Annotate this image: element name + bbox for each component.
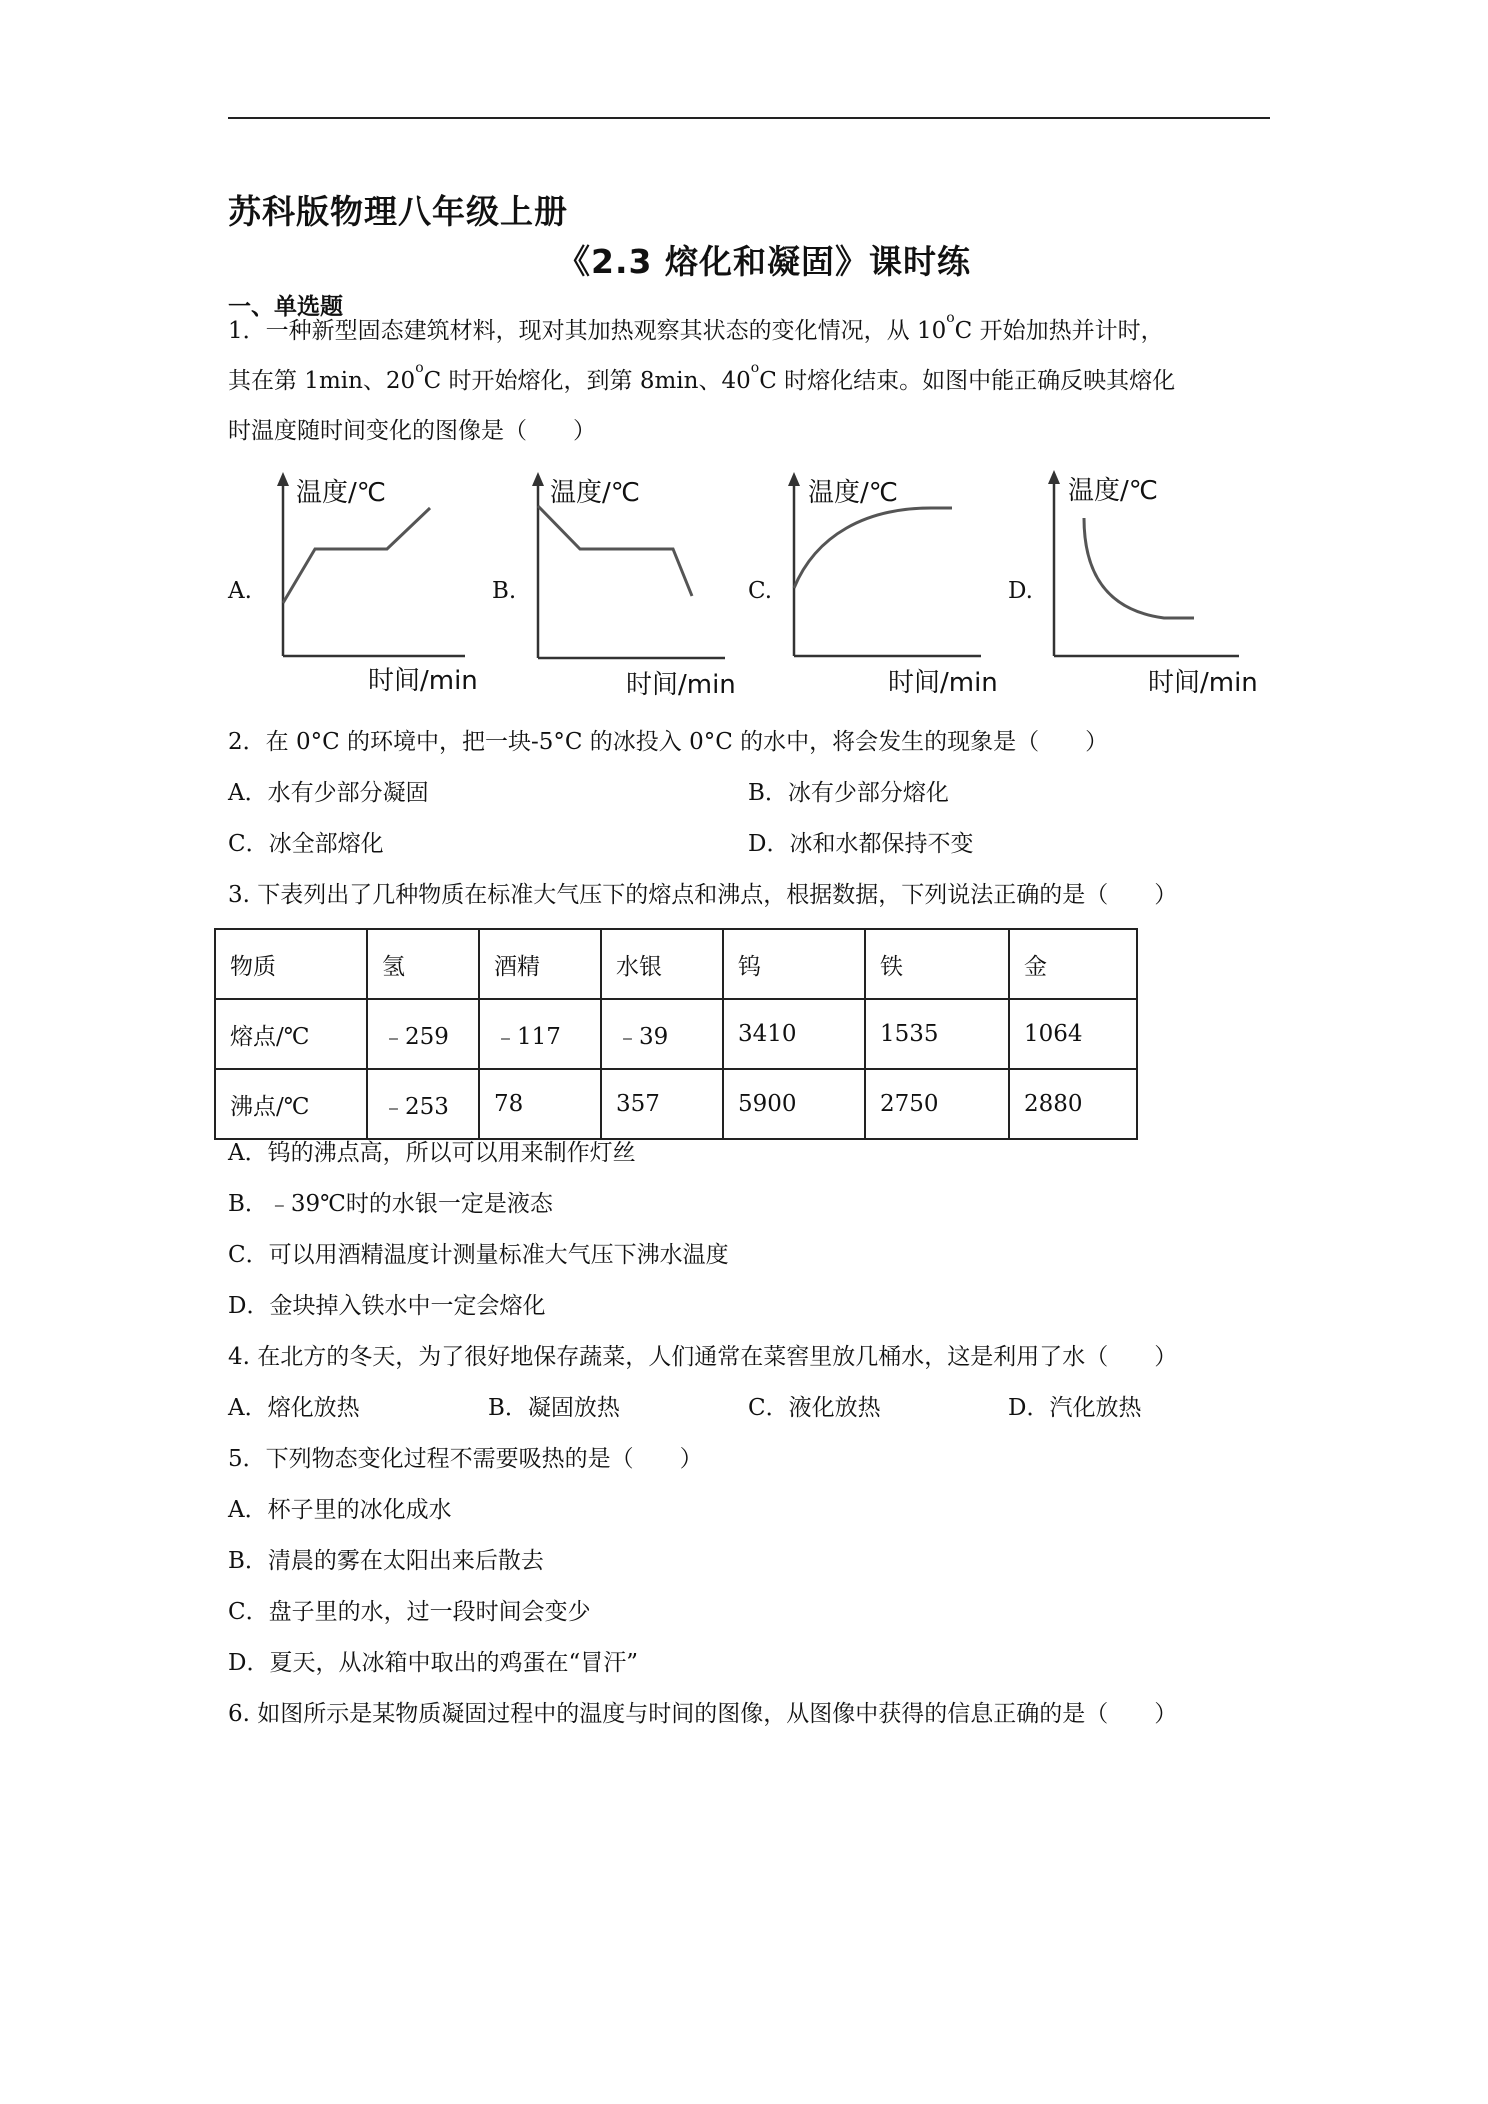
table-cell: 1535 (865, 999, 1009, 1069)
q3-option-c: C．可以用酒精温度计测量标准大气压下沸水温度 (228, 1242, 729, 1268)
table-cell: 物质 (215, 929, 367, 999)
q5-option-b: B．清晨的雾在太阳出来后散去 (228, 1548, 544, 1574)
q5-stem: 5．下列物态变化过程不需要吸热的是（ ） (228, 1446, 703, 1472)
table-cell: 2880 (1009, 1069, 1137, 1139)
table-cell: 水银 (601, 929, 723, 999)
table-row (215, 999, 1137, 1069)
document-title: 苏科版物理八年级上册 (228, 192, 568, 231)
q1-graph-d-ylabel: 温度/℃ (1068, 476, 1158, 506)
q3-option-b: B．﹣39℃时的水银一定是液态 (228, 1191, 553, 1217)
q3-option-d: D．金块掉入铁水中一定会熔化 (228, 1293, 546, 1319)
q4-stem: 4. 在北方的冬天，为了很好地保存蔬菜，人们通常在菜窖里放几桶水，这是利用了水（ ） (228, 1344, 1178, 1370)
q1-graph-c-xlabel: 时间/min (888, 668, 998, 698)
q1-stem-line1: 1．一种新型固态建筑材料，现对其加热观察其状态的变化情况，从 10$^o$C 开始加热并计时， (228, 310, 1164, 344)
q2-stem: 2．在 0°C 的环境中，把一块-5°C 的冰投入 0°C 的水中，将会发生的现象是（ ） (228, 729, 1109, 755)
table-cell: 钨 (723, 929, 865, 999)
table-cell: 2750 (865, 1069, 1009, 1139)
q5-option-c: C．盘子里的水，过一段时间会变少 (228, 1599, 591, 1625)
q1-stem-line3: 时温度随时间变化的图像是（ ） (228, 418, 596, 444)
q1-graph-d-xlabel: 时间/min (1148, 668, 1258, 698)
table-cell: ﹣259 (367, 999, 479, 1069)
table-cell: ﹣117 (479, 999, 601, 1069)
q1-option-c-letter: C. (748, 578, 773, 604)
q1-graph-b-ylabel: 温度/℃ (550, 478, 640, 508)
table-cell: 78 (479, 1069, 601, 1139)
q2-option-d: D．冰和水都保持不变 (748, 831, 974, 857)
q1-option-a-letter: A. (228, 578, 252, 604)
table-cell: 熔点/℃ (215, 999, 367, 1069)
table-cell: 1064 (1009, 999, 1137, 1069)
q3-stem: 3. 下表列出了几种物质在标准大气压下的熔点和沸点，根据数据，下列说法正确的是（ ） (228, 882, 1178, 908)
q4-option-c: C．液化放热 (748, 1395, 881, 1421)
q4-option-a: A．熔化放热 (228, 1395, 360, 1421)
q6-stem: 6. 如图所示是某物质凝固过程中的温度与时间的图像，从图像中获得的信息正确的是（ ） (228, 1701, 1178, 1727)
q1-option-d-letter: D. (1008, 578, 1033, 604)
q1-option-b-letter: B. (492, 578, 517, 604)
table-cell: 5900 (723, 1069, 865, 1139)
q5-option-d: D．夏天，从冰箱中取出的鸡蛋在“冒汗” (228, 1650, 638, 1676)
table-cell: ﹣39 (601, 999, 723, 1069)
table-row (215, 1069, 1137, 1139)
q3-option-a: A．钨的沸点高，所以可以用来制作灯丝 (228, 1140, 636, 1166)
q2-option-b: B．冰有少部分熔化 (748, 780, 949, 806)
q1-stem-line2: 其在第 1min、20$^o$C 时开始熔化，到第 8min、40$^o$C 时熔化结束。如图中能正确反映其熔化 (228, 360, 1176, 394)
q1-graph-a-xlabel: 时间/min (368, 666, 478, 696)
q2-option-c: C．冰全部熔化 (228, 831, 384, 857)
q4-option-d: D．汽化放热 (1008, 1395, 1142, 1421)
table-row (215, 929, 1137, 999)
table-cell: ﹣253 (367, 1069, 479, 1139)
table-cell: 3410 (723, 999, 865, 1069)
table-cell: 沸点/℃ (215, 1069, 367, 1139)
table-cell: 铁 (865, 929, 1009, 999)
document-subtitle: 《2.3 熔化和凝固》课时练 (557, 242, 971, 281)
q2-option-a: A．水有少部分凝固 (228, 780, 429, 806)
table-cell: 金 (1009, 929, 1137, 999)
q1-graph-c-ylabel: 温度/℃ (808, 478, 898, 508)
q5-option-a: A．杯子里的冰化成水 (228, 1497, 452, 1523)
table-cell: 酒精 (479, 929, 601, 999)
table-cell: 氢 (367, 929, 479, 999)
q1-graph-b-xlabel: 时间/min (626, 670, 736, 700)
table-cell: 357 (601, 1069, 723, 1139)
header-rule (228, 117, 1270, 119)
section-heading: 一、单选题 (228, 294, 343, 320)
q1-graph-a-ylabel: 温度/℃ (296, 478, 386, 508)
q3-data-table (214, 928, 1138, 1140)
q4-option-b: B．凝固放热 (488, 1395, 620, 1421)
